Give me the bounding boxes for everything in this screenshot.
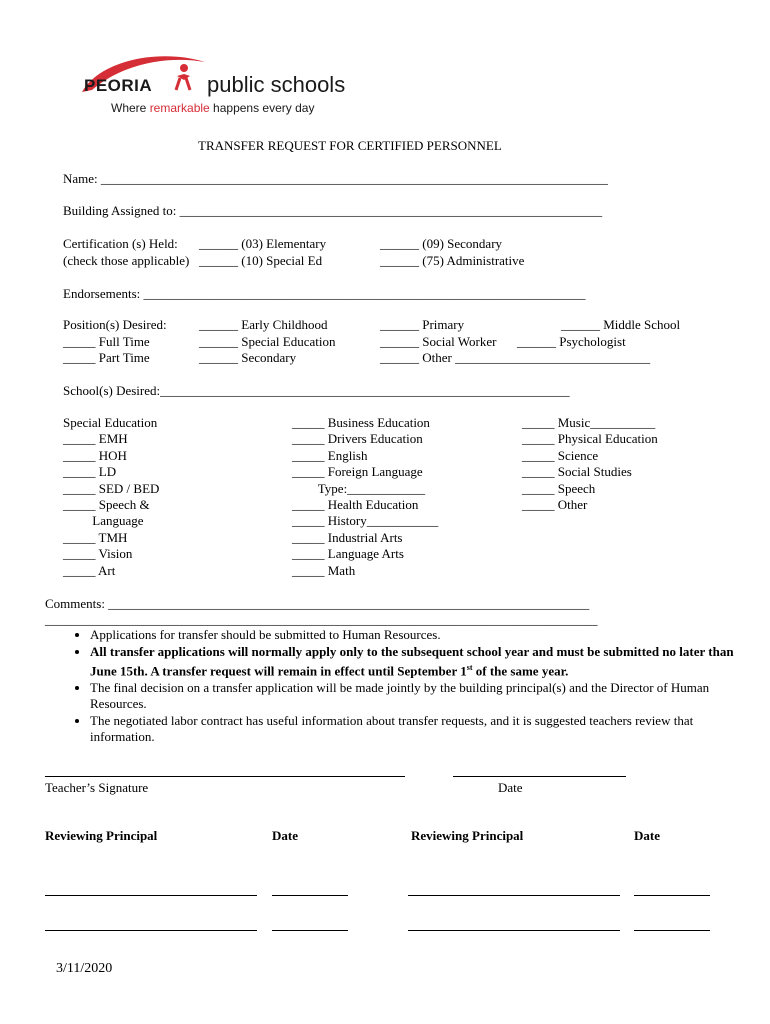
teacher-signature-label: Teacher’s Signature [45, 780, 149, 795]
position-middle-school[interactable]: ______ Middle School [561, 317, 681, 332]
logo-public-schools-text: public schools [207, 72, 346, 97]
principal-date-label-1: Date [272, 828, 298, 843]
note-item: • Applications for transfer should be submitted to Human Resources. [90, 627, 750, 644]
subjects-col-3 [522, 415, 658, 513]
subject-item: Special Education [63, 415, 158, 430]
subject-item[interactable]: _____ Physical Education [522, 431, 658, 447]
principal-date-line-2b[interactable] [634, 930, 710, 931]
principal-signature-line-2a[interactable] [408, 895, 620, 896]
subject-item[interactable]: _____ Industrial Arts [292, 529, 403, 545]
subject-item[interactable]: _____ HOH [63, 447, 127, 463]
schools-desired-field[interactable]: School(s) Desired:_______________________________________________________________ [63, 383, 570, 398]
subject-item[interactable]: _____ SED / BED [63, 480, 160, 496]
endorsements-field[interactable]: Endorsements: ____________________________________________________________________ [63, 286, 586, 301]
logo-tagline [111, 101, 314, 115]
principal-date-line-2a[interactable] [634, 895, 710, 896]
subject-item[interactable]: _____ Social Studies [522, 464, 632, 480]
subject-item[interactable]: _____ Science [522, 447, 599, 463]
principal-date-line-1b[interactable] [272, 930, 348, 931]
comments-field[interactable]: Comments: __________________________________________________________________________ [45, 596, 590, 611]
note-superscript: st [466, 663, 473, 672]
cert-administrative[interactable]: ______ (75) Administrative [380, 253, 525, 268]
position-social-worker[interactable]: ______ Social Worker [380, 334, 497, 349]
cert-secondary[interactable]: ______ (09) Secondary [380, 236, 503, 251]
reviewing-principal-label-2: Reviewing Principal [411, 828, 524, 843]
subject-item: Language [63, 513, 144, 529]
position-full-time[interactable]: _____ Full Time [63, 334, 150, 349]
note-deadline-end: of the same year. [472, 663, 569, 679]
position-primary[interactable]: ______ Primary [380, 317, 465, 332]
subject-item[interactable]: _____ Math [292, 562, 356, 578]
subject-item[interactable]: _____ EMH [63, 431, 128, 447]
position-early-childhood[interactable]: ______ Early Childhood [199, 317, 328, 332]
positions-label: Position(s) Desired: [63, 317, 167, 332]
tagline-emphasis: remarkable [149, 101, 210, 115]
tagline-pre: Where [111, 101, 150, 115]
tagline-post: happens every day [209, 101, 315, 115]
subject-item[interactable]: _____ Business Education [292, 415, 430, 430]
teacher-date-label: Date [498, 780, 523, 795]
subject-item[interactable]: _____ LD [63, 464, 117, 480]
logo-peoria-text: PEORIA [84, 76, 153, 95]
principal-signature-line-1a[interactable] [45, 895, 257, 896]
cert-special-ed[interactable]: ______ (10) Special Ed [199, 253, 323, 268]
subject-item[interactable]: _____ Speech [522, 480, 596, 496]
subject-item[interactable]: _____ Drivers Education [292, 431, 423, 447]
subject-item[interactable]: _____ Music__________ [522, 415, 656, 430]
position-secondary[interactable]: ______ Secondary [199, 350, 297, 365]
subject-item[interactable]: _____ History___________ [292, 513, 439, 529]
position-special-education[interactable]: ______ Special Education [199, 334, 336, 349]
cert-label: Certification (s) Held: [63, 236, 178, 251]
note-deadline-text: All transfer applications will normally apply only to the subsequent school year and must be submitted no later than June 15th. A transfer request will remain in effect until September 1 [90, 643, 734, 679]
subject-item[interactable]: _____ English [292, 447, 368, 463]
subject-item[interactable]: _____ Art [63, 562, 116, 578]
building-field[interactable]: Building Assigned to: _________________________________________________________________ [63, 203, 603, 218]
position-other[interactable]: ______ Other ______________________________ [380, 350, 651, 365]
subjects-col-2 [292, 415, 438, 579]
position-part-time[interactable]: _____ Part Time [63, 350, 150, 365]
subject-item[interactable]: _____ Health Education [292, 497, 419, 513]
subject-item[interactable]: _____ Other [522, 497, 588, 513]
subject-item[interactable]: _____ TMH [63, 529, 128, 545]
note-item: • The negotiated labor contract has useful information about transfer requests, and it is suggested teachers review that information. [90, 713, 750, 746]
name-field[interactable]: Name: ______________________________________________________________________________ [63, 171, 608, 186]
note-item: • The final decision on a transfer application will be made jointly by the building principal(s) and the Director of Human Resources. [90, 680, 750, 713]
teacher-date-line[interactable] [453, 776, 626, 777]
principal-signature-line-2b[interactable] [408, 930, 620, 931]
principal-date-line-1a[interactable] [272, 895, 348, 896]
principal-date-label-2: Date [634, 828, 660, 843]
reviewing-principal-label-1: Reviewing Principal [45, 828, 158, 843]
principal-signature-line-1b[interactable] [45, 930, 257, 931]
subject-item[interactable]: _____ Speech & [63, 497, 150, 513]
position-psychologist[interactable]: ______ Psychologist [517, 334, 626, 349]
subject-item[interactable]: Type:____________ [292, 480, 426, 496]
subject-item[interactable]: _____ Foreign Language [292, 464, 423, 480]
subjects-col-1 [63, 415, 159, 579]
notes-list [66, 627, 750, 746]
subject-item[interactable]: _____ Language Arts [292, 546, 404, 562]
cert-elementary[interactable]: ______ (03) Elementary [199, 236, 327, 251]
form-title: TRANSFER REQUEST FOR CERTIFIED PERSONNEL [198, 138, 502, 153]
footer-date: 3/11/2020 [56, 961, 113, 976]
comments-field-line-2[interactable]: _____________________________________________________________________________________ [45, 612, 598, 627]
subject-item[interactable]: _____ Vision [63, 546, 133, 562]
cert-sublabel: (check those applicable) [63, 253, 190, 268]
note-item-bold [90, 644, 750, 680]
teacher-signature-line[interactable] [45, 776, 405, 777]
